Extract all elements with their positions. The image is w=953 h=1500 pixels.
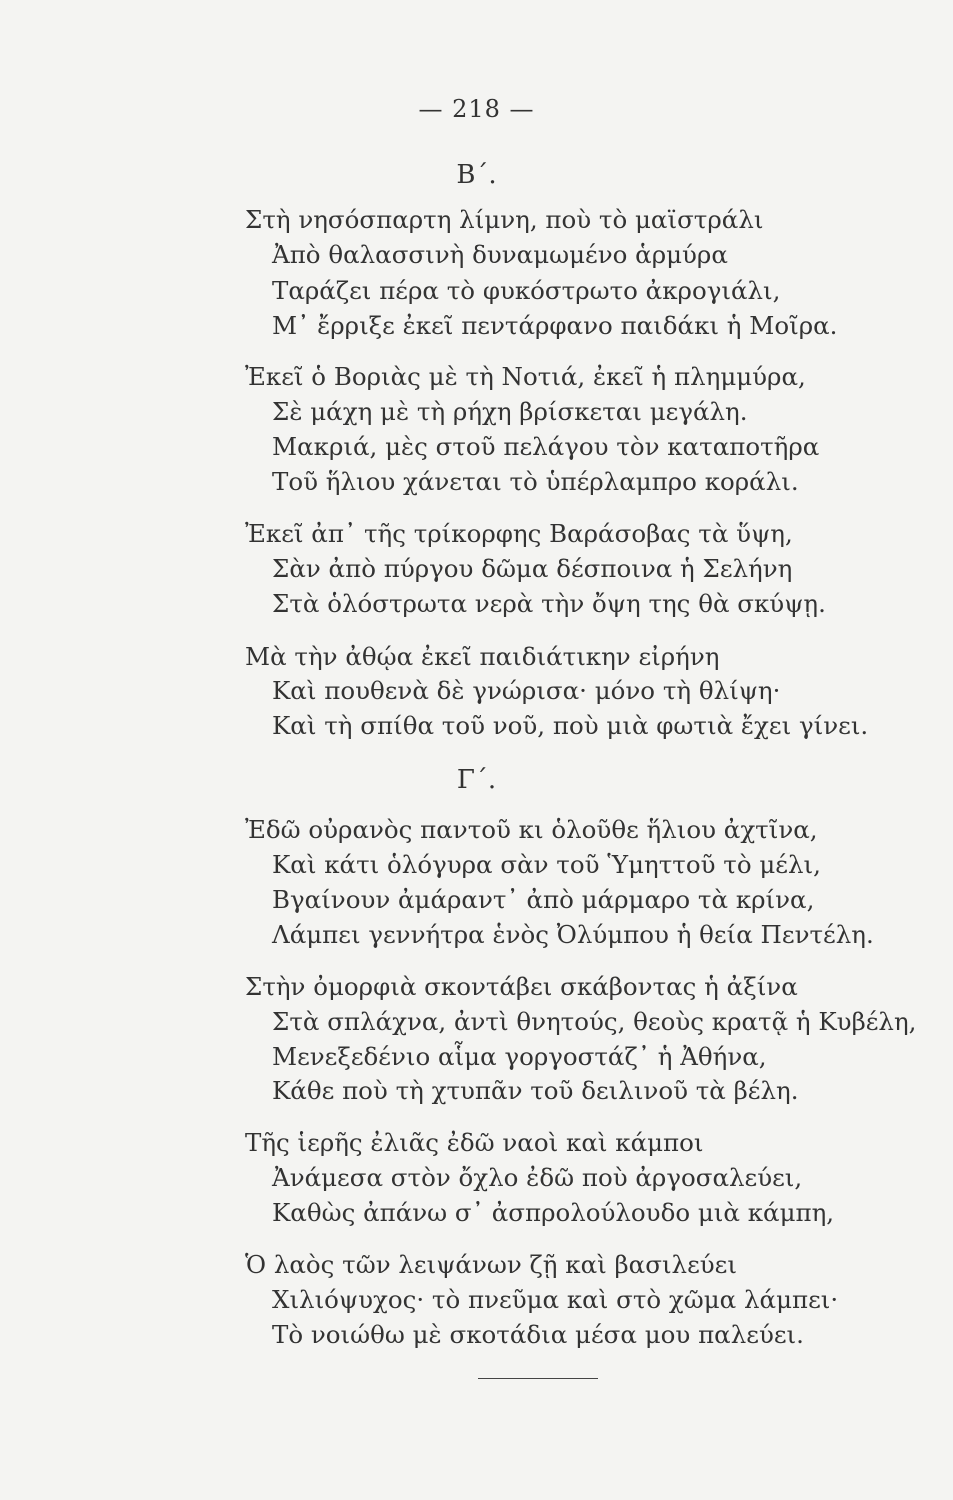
verse-line: Σὰν ἀπὸ πύργου δῶμα δέσποινα ἡ Σελήνη bbox=[272, 554, 793, 583]
verse-line: Καὶ κάτι ὁλόγυρα σὰν τοῦ Ὑμηττοῦ τὸ μέλι, bbox=[272, 850, 821, 879]
section-heading-g: Γ΄. bbox=[456, 765, 497, 795]
verse-line: Χιλιόψυχος· τὸ πνεῦμα καὶ στὸ χῶμα λάμπει· bbox=[272, 1285, 839, 1314]
verse-line: Σὲ μάχη μὲ τὴ ρήχη βρίσκεται μεγάλη. bbox=[272, 397, 748, 426]
section-heading-b: Β΄. bbox=[456, 160, 497, 190]
verse-line: Κάθε ποὺ τὴ χτυπᾶν τοῦ δειλινοῦ τὰ βέλη. bbox=[272, 1076, 799, 1105]
verse-line: Στὴ νησόσπαρτη λίμνη, ποὺ τὸ μαϊστράλι bbox=[245, 205, 764, 234]
verse-line: Καὶ πουθενὰ δὲ γνώρισα· μόνο τὴ θλίψη· bbox=[272, 676, 781, 705]
verse-line: Τὸ νοιώθω μὲ σκοτάδια μέσα μου παλεύει. bbox=[272, 1320, 804, 1349]
end-rule bbox=[478, 1378, 598, 1379]
verse-line: Ὁ λαὸς τῶν λειψάνων ζῇ καὶ βασιλεύει bbox=[245, 1250, 737, 1279]
verse-line: Μ᾽ ἔρριξε ἐκεῖ πεντάρφανο παιδάκι ἡ Μοῖρα. bbox=[272, 311, 838, 340]
verse-line: Ἀνάμεσα στὸν ὄχλο ἐδῶ ποὺ ἀργοσαλεύει, bbox=[272, 1163, 803, 1192]
verse-line: Τοῦ ἥλιου χάνεται τὸ ὑπέρλαμπρο κοράλι. bbox=[272, 467, 799, 496]
verse-line: Ἐκεῖ ὁ Βοριὰς μὲ τὴ Νοτιά, ἐκεῖ ἡ πλημμύρα, bbox=[245, 362, 806, 391]
verse-line: Μακριά, μὲς στοῦ πελάγου τὸν καταποτῆρα bbox=[272, 432, 820, 461]
verse-line: Μὰ τὴν ἀθῴα ἐκεῖ παιδιάτικην εἰρήνη bbox=[245, 642, 720, 671]
verse-line: Ἐκεῖ ἀπ᾽ τῆς τρίκορφης Βαράσοβας τὰ ὕψη, bbox=[245, 519, 793, 548]
verse-line: Καὶ τὴ σπίθα τοῦ νοῦ, ποὺ μιὰ φωτιὰ ἔχει γίνει. bbox=[272, 711, 869, 740]
verse-line: Ἐδῶ οὐρανὸς παντοῦ κι ὁλοῦθε ἥλιου ἀχτῖνα, bbox=[245, 815, 818, 844]
verse-line: Στὰ σπλάχνα, ἀντὶ θνητούς, θεοὺς κρατᾷ ἡ Κυβέλη, bbox=[272, 1007, 917, 1036]
verse-line: Στὰ ὁλόστρωτα νερὰ τὴν ὄψη της θὰ σκύψῃ. bbox=[272, 589, 826, 618]
page-number: — 218 — bbox=[418, 95, 535, 123]
verse-line: Στὴν ὀμορφιὰ σκοντάβει σκάβοντας ἡ ἀξίνα bbox=[245, 972, 798, 1001]
verse-line: Βγαίνουν ἀμάραντ᾽ ἀπὸ μάρμαρο τὰ κρίνα, bbox=[272, 885, 815, 914]
verse-line: Τῆς ἱερῆς ἐλιᾶς ἐδῶ ναοὶ καὶ κάμποι bbox=[245, 1128, 704, 1157]
verse-line: Ταράζει πέρα τὸ φυκόστρωτο ἀκρογιάλι, bbox=[272, 276, 781, 305]
verse-line: Μενεξεδένιο αἷμα γοργοστάζ᾽ ἡ Ἀθήνα, bbox=[272, 1042, 767, 1071]
verse-line: Ἀπὸ θαλασσινὴ δυναμωμένο ἁρμύρα bbox=[272, 240, 728, 269]
verse-line: Καθὼς ἀπάνω σ᾽ ἀσπρολούλουδο μιὰ κάμπη, bbox=[272, 1198, 835, 1227]
verse-line: Λάμπει γεννήτρα ἑνὸς Ὀλύμπου ἡ θεία Πεντέλη. bbox=[272, 920, 874, 949]
